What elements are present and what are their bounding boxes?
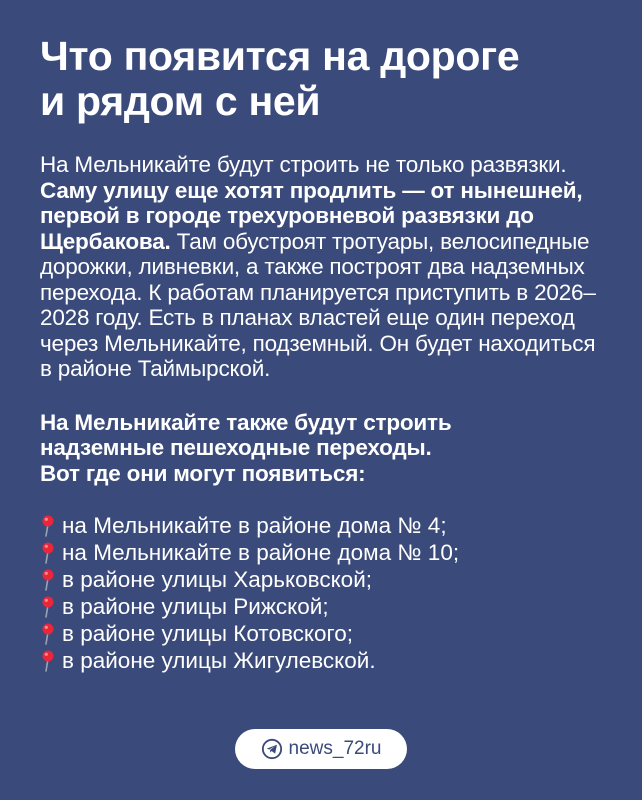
pushpin-icon <box>40 596 56 618</box>
subheading-line-1: На Мельникайте также будут строить <box>40 409 452 435</box>
list-item <box>40 512 612 539</box>
list-item <box>40 620 612 647</box>
intro-text-1: На Мельникайте будут строить не только развязки. <box>40 152 567 177</box>
pushpin-icon <box>40 542 56 564</box>
telegram-icon <box>261 738 283 760</box>
location-text: в районе улицы Рижской; <box>62 594 329 619</box>
page-title <box>40 34 612 124</box>
intro-paragraph <box>40 152 612 382</box>
list-item <box>40 539 612 566</box>
location-text: в районе улицы Котовского; <box>62 621 353 646</box>
pushpin-icon <box>40 515 56 537</box>
intro-text-2: Там обустроят тротуары, велосипедные дорожки, ливневки, а также построят два надземных перехода. К работам планируется приступить в 2026–2028 году. Есть в планах властей еще один переход через Мельникайте, подземный. Он будет находиться в районе Таймырской. <box>40 228 596 381</box>
subheading-line-2: надземные пешеходные переходы. <box>40 435 432 460</box>
list-item <box>40 593 612 620</box>
pushpin-icon <box>40 623 56 645</box>
intro-bold-text: Саму улицу еще хотят продлить — от нынешней, первой в городе трехуровневой развязки до Щербакова. <box>40 177 583 254</box>
pushpin-icon <box>40 569 56 591</box>
location-text: в районе улицы Харьковской; <box>62 567 373 592</box>
post-content <box>40 34 612 674</box>
title-line-1: Что появится на дороге <box>40 33 520 79</box>
location-text: в районе улицы Жигулевской. <box>62 648 376 673</box>
list-item <box>40 566 612 593</box>
crossing-locations-list <box>40 512 612 674</box>
channel-name: news_72ru <box>288 738 382 759</box>
subheading-line-3: Вот где они могут появиться: <box>40 460 366 486</box>
title-line-2: и рядом с ней <box>40 78 321 124</box>
crossings-subheading <box>40 410 612 487</box>
location-text: на Мельникайте в районе дома № 4; <box>62 513 447 538</box>
location-text: на Мельникайте в районе дома № 10; <box>62 540 460 565</box>
list-item <box>40 647 612 674</box>
channel-badge[interactable] <box>235 729 407 769</box>
pushpin-icon <box>40 650 56 672</box>
